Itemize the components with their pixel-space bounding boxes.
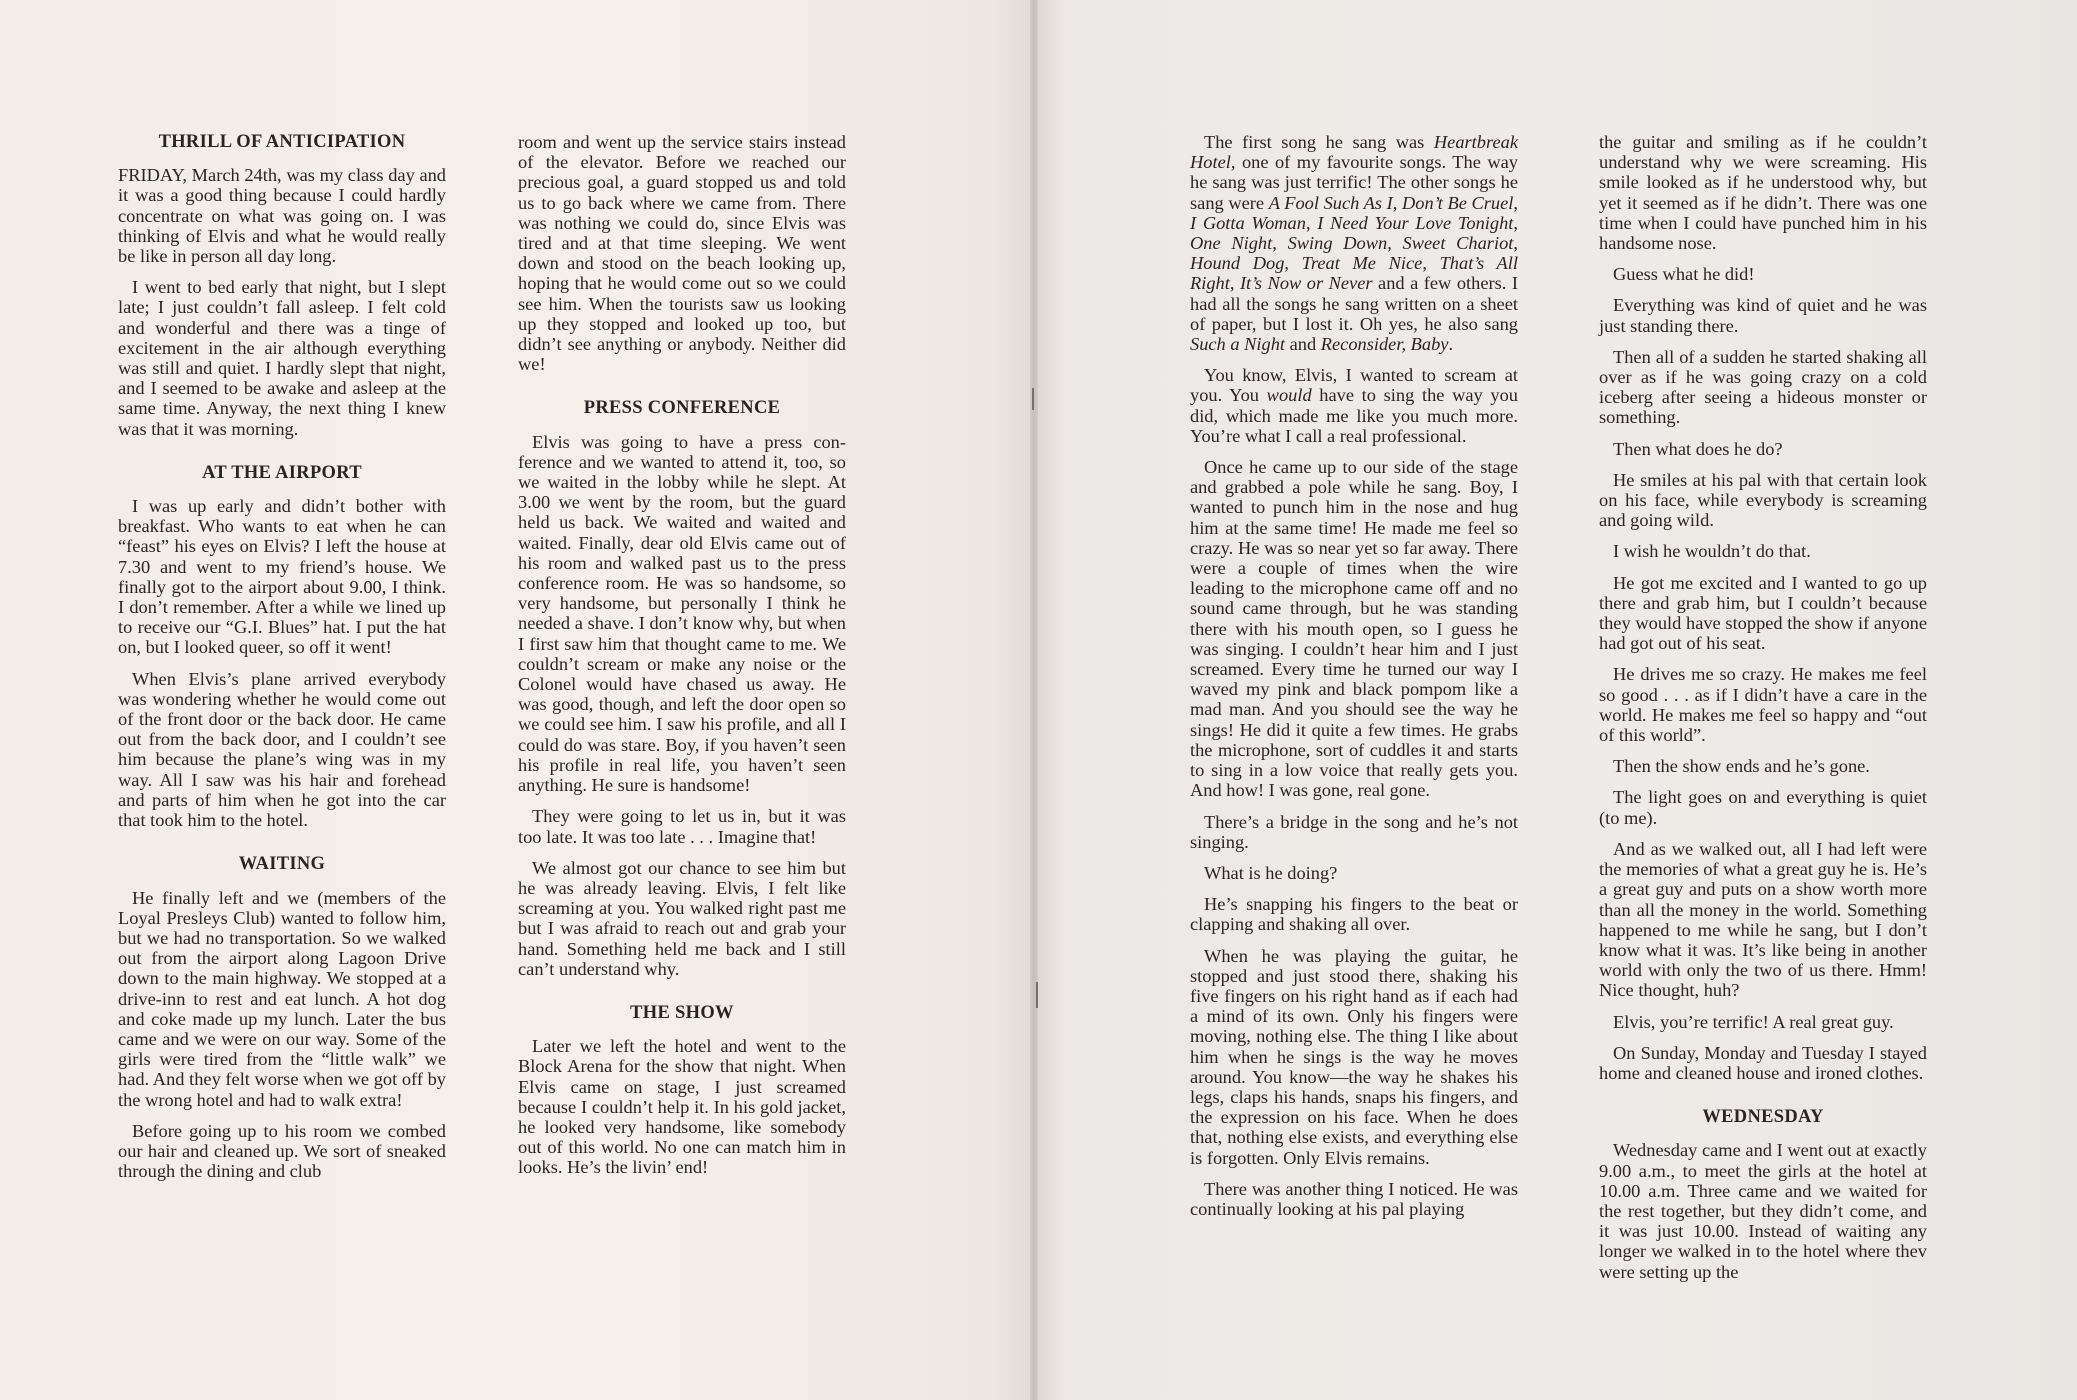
staple-mark: [1036, 982, 1038, 1008]
body-paragraph: He’s snapping his fingers to the beat or clapping and shaking all over.: [1190, 894, 1518, 935]
body-paragraph: When Elvis’s plane arrived everybody was wondering whether he would come out of the front door or the back door. He came out from the back door, and I couldn’t see him because the plane’s wing was in my way. All I saw was his hair and forehead and parts of him when he got into the car that took him to the hotel.: [118, 668, 446, 831]
section-heading: THE SHOW: [630, 1002, 734, 1023]
body-paragraph: room and went up the service stairs instead of the elevator. Before we reached our precious goal, a guard stopped us and told us to go back where we came from. There was nothing we could do, since Elvis was tired and at that time sleeping. We went down and stood on the beach looking up, hoping that he would come out so we could see him. When the tourists saw us looking up they stopped and looked up too, but didn’t see anything or anybody. Neither did we!: [518, 132, 846, 375]
body-paragraph: He got me excited and I wanted to go up there and grab him, but I couldn’t because they would have stopped the show if anyone had got out of his seat.: [1599, 572, 1927, 654]
body-paragraph: Then what does he do?: [1613, 438, 1783, 459]
body-paragraph: We almost got our chance to see him but he was already leaving. Elvis, I felt like screaming at you. You walked right past me but I was afraid to reach out and grab your hand. Something held me back and I still can’t understand why.: [518, 857, 846, 979]
body-paragraph: the guitar and smiling as if he couldn’t understand why we were screaming. His smile looked as if he understood why, but yet it seemed as if he didn’t. There was one time when I could have punched him in his handsome nose.: [1599, 132, 1927, 254]
body-paragraph: What is he doing?: [1204, 862, 1338, 883]
body-paragraph: When he was playing the guitar, he stopped and just stood there, shaking his five fingers on his right hand as if each had a mind of its own. Only his fingers were moving, nothing else. The thing I like about him when he sings is the way he moves around. You know—the way he shakes his legs, claps his hands, snaps his fingers, and the expression on his face. When he does that, nothing else exists, and everything else is forgotten. Only Elvis remains.: [1190, 945, 1518, 1168]
section-heading: AT THE AIRPORT: [202, 462, 362, 483]
section-heading: WEDNESDAY: [1702, 1107, 1824, 1128]
body-paragraph: There was another thing I noticed. He was continually looking at his pal playing: [1190, 1178, 1518, 1219]
column-3: [1190, 132, 1518, 1230]
body-paragraph: Then the show ends and he’s gone.: [1613, 756, 1870, 777]
column-2: [518, 132, 846, 1189]
body-paragraph: They were going to let us in, but it was too late. It was too late . . . Imagine that!: [518, 806, 846, 847]
body-paragraph: Once he came up to our side of the stage and grabbed a pole while he sang. Boy, I wanted to punch him in the nose and hug him at the same time! He made me feel so crazy. He was so near yet so far away. There were a couple of times when the wire leading to the microphone came off and no sound came through, but he was standing there with his mouth open, so I guess he was singing. I couldn’t hear him and I just screamed. Every time he turned our way I waved my pink and black pompom like a mad man. And you should see the way he sings! He did it quite a few times. He grabs the microphone, sort of cuddles it and starts to sing in a low voice that really gets you. And how! I was gone, real gone.: [1190, 457, 1518, 801]
body-paragraph: Then all of a sudden he started shaking all over as if he was going crazy on a cold iceberg after seeing a hideous monster or something.: [1599, 346, 1927, 428]
body-paragraph: He smiles at his pal with that certain look on his face, while everybody is screaming and going wild.: [1599, 469, 1927, 531]
body-paragraph: He drives me so crazy. He makes me feel so good . . . as if I didn’t have a care in the world. He makes me feel so happy and “out of this world”.: [1599, 664, 1927, 746]
body-paragraph: Elvis, you’re terrific! A real great guy.: [1613, 1011, 1894, 1032]
body-paragraph: Elvis was going to have a press conference and we wanted to attend it, too, so we waited in the lobby while he slept. At 3.00 we went by the room, but the guard held us back. We waited and waited and waited. Finally, dear old Elvis came out of his room and walked past us to the press conference room. He was so handsome, so very handsome, but personally I think he needed a shave. I don’t know why, but when I first saw him that thought came to me. We couldn’t scream or make any noise or the Colonel would have chased us away. He was good, though, and left the door open so we could see him. I saw his profile, and all I could do was stare. Boy, if you haven’t seen his profile in real life, you haven’t seen anything. He sure is handsome!: [518, 431, 846, 796]
body-paragraph: I was up early and didn’t bother with breakfast. Who wants to eat when he can “feast” his eyes on Elvis? I left the house at 7.30 and went to my friend’s house. We finally got to the airport about 9.00, I think. I don’t remember. After a while we lined up to receive our “G.I. Blues” hat. I put the hat on, but I looked queer, so off it went!: [118, 496, 446, 658]
body-paragraph: He finally left and we (members of the Loyal Presleys Club) wanted to follow him, but we had no transportation. So we walked out from the airport along Lagoon Drive down to the main highway. We stopped at a drive-inn to rest and eat lunch. A hot dog and coke made up my lunch. Later the bus came and we were on our way. Some of the girls were tired from the “little walk” we had. And they felt worse when we got off by the wrong hotel and had to walk extra!: [118, 887, 446, 1110]
body-paragraph: Everything was kind of quiet and he was just standing there.: [1599, 295, 1927, 336]
staple-mark: [1032, 388, 1034, 410]
binding-gutter: [1030, 0, 1038, 1400]
body-paragraph: On Sunday, Monday and Tuesday I stayed home and cleaned house and ironed clothes.: [1599, 1042, 1927, 1083]
body-paragraph: The first song he sang was Heartbreak Hotel, one of my favourite songs. The way he sang was just terrific! The other songs he sang were A Fool Such As I, Don’t Be Cruel, I Gotta Woman, I Need Your Love Tonight, One Night, Swing Down, Sweet Chariot, Hound Dog, Treat Me Nice, That’s All Right, It’s Now or Never and a few others. I had all the songs he sang written on a sheet of paper, but I lost it. Oh yes, he also sang Such a Night and Reconsider, Baby.: [1190, 132, 1518, 355]
body-paragraph: Wednesday came and I went out at exactly 9.00 a.m., to meet the girls at the hotel at 10.00 a.m. Three came and we waited for the rest together, but they didn’t come, and it was just 10.00. Instead of waiting any longer we walked in to the hotel where thev were setting up the: [1599, 1140, 1927, 1282]
body-paragraph: Later we left the hotel and went to the Block Arena for the show that night. When Elvis came on stage, I just screamed because I couldn’t help it. In his gold jacket, he looked very handsome, like somebody out of this world. No one can match him in looks. He’s the livin’ end!: [518, 1036, 846, 1178]
body-paragraph: I wish he wouldn’t do that.: [1613, 541, 1811, 562]
column-1: [118, 132, 446, 1192]
body-paragraph: Guess what he did!: [1613, 264, 1755, 285]
column-4: [1599, 132, 1927, 1293]
body-paragraph: Before going up to his room we combed our hair and cleaned up. We sort of sneaked through the dining and club: [118, 1120, 446, 1182]
section-heading: PRESS CONFERENCE: [583, 398, 781, 419]
body-paragraph: You know, Elvis, I wanted to scream at you. You would have to sing the way you did, which made me like you much more. You’re what I call a real professional.: [1190, 365, 1518, 446]
section-heading: WAITING: [238, 854, 326, 875]
body-paragraph: FRIDAY, March 24th, was my class day and it was a good thing because I could hardly concentrate on what was going on. I was thinking of Elvis and what he would really be like in person all day long.: [118, 165, 446, 267]
body-paragraph: The light goes on and everything is quiet (to me).: [1599, 787, 1927, 828]
section-heading: THRILL OF ANTICIPATION: [158, 132, 406, 152]
body-paragraph: I went to bed early that night, but I slept late; I just couldn’t fall asleep. I felt cold and wonderful and there was a tinge of excitement in the air although everything was still and quiet. I hardly slept that night, and I seemed to be awake and asleep at the same time. Anyway, the next thing I knew was that it was morning.: [118, 277, 446, 439]
body-paragraph: There’s a bridge in the song and he’s not singing.: [1190, 811, 1518, 852]
body-paragraph: And as we walked out, all I had left were the memories of what a great guy he is. He’s a great guy and puts on a show worth more than all the money in the world. Something happened to me while he sang, but I don’t know what it was. It’s like being in another world with only the two of us there. Hmm! Nice thought, huh?: [1599, 838, 1927, 1001]
